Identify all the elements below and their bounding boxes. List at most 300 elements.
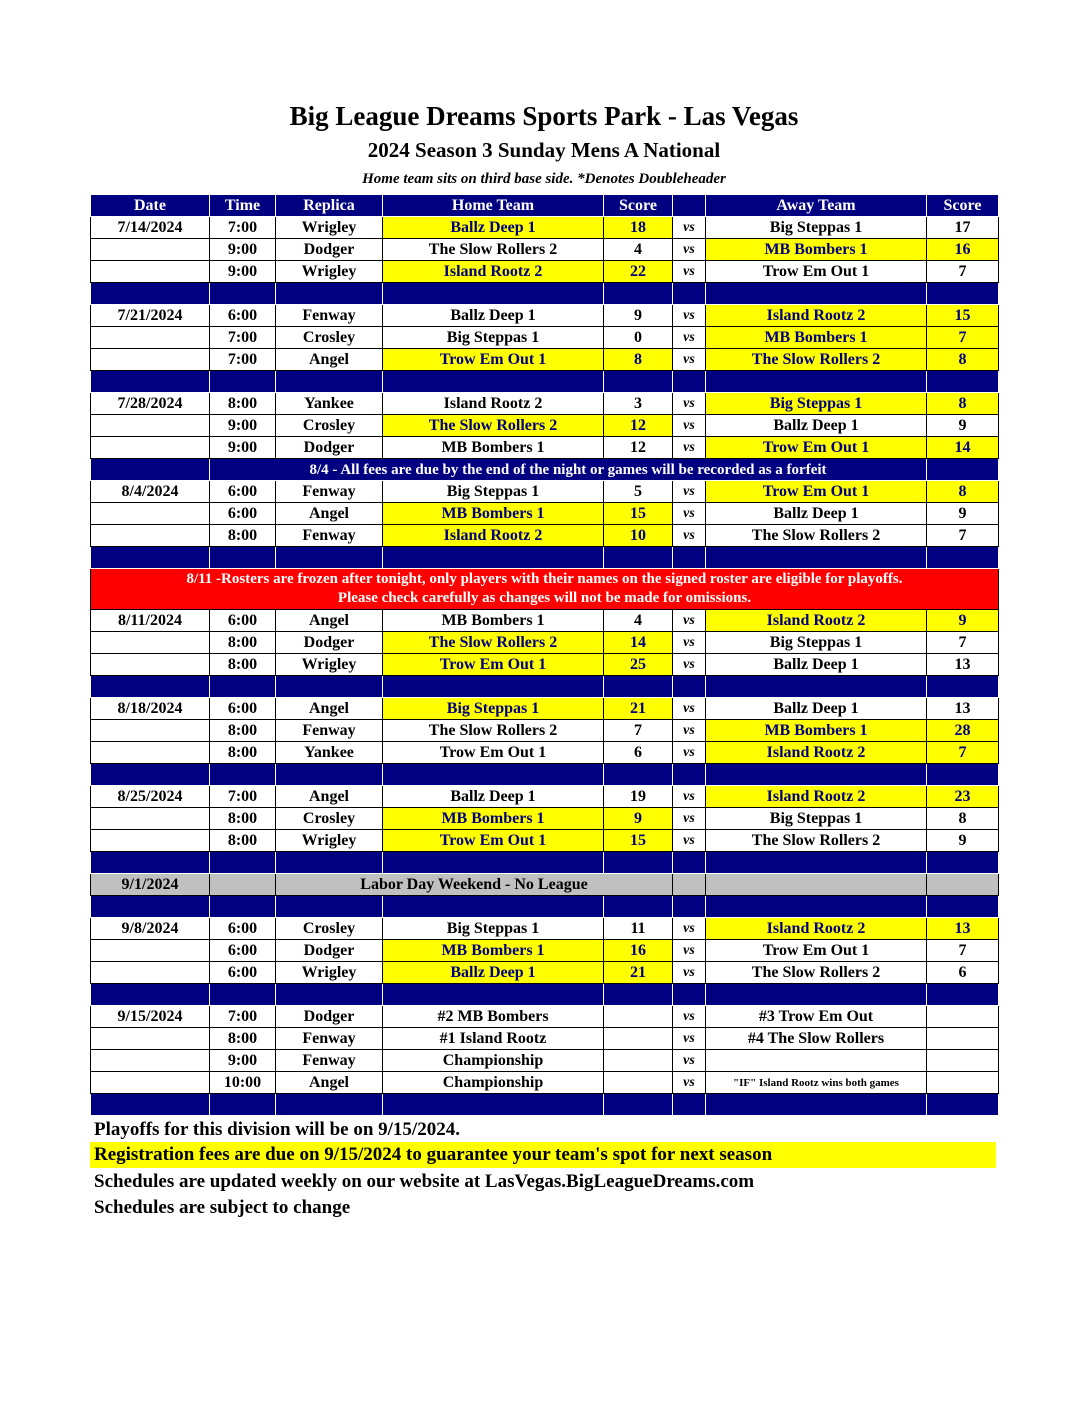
game-date: 8/4/2024 bbox=[91, 481, 210, 503]
spacer-cell bbox=[604, 896, 673, 918]
spacer-cell bbox=[673, 764, 706, 786]
spacer-row bbox=[91, 283, 999, 305]
home-team: Ballz Deep 1 bbox=[383, 962, 604, 984]
game-row bbox=[91, 632, 999, 654]
game-field: Angel bbox=[276, 786, 383, 808]
away-team: Trow Em Out 1 bbox=[706, 940, 927, 962]
game-row bbox=[91, 349, 999, 371]
game-time: 8:00 bbox=[210, 654, 276, 676]
spacer-cell bbox=[383, 764, 604, 786]
game-time: 6:00 bbox=[210, 940, 276, 962]
game-date bbox=[91, 1072, 210, 1094]
spacer-cell bbox=[210, 547, 276, 569]
spacer-cell bbox=[276, 547, 383, 569]
vs-label: vs bbox=[673, 654, 706, 676]
spacer-row bbox=[91, 984, 999, 1006]
game-date bbox=[91, 437, 210, 459]
spacer-cell bbox=[927, 764, 999, 786]
away-team: Island Rootz 2 bbox=[706, 742, 927, 764]
game-row bbox=[91, 1050, 999, 1072]
game-field: Angel bbox=[276, 1072, 383, 1094]
game-time: 6:00 bbox=[210, 962, 276, 984]
home-team: MB Bombers 1 bbox=[383, 610, 604, 632]
game-time: 8:00 bbox=[210, 830, 276, 852]
header-away-score: Score bbox=[927, 195, 999, 217]
spacer-cell bbox=[383, 852, 604, 874]
vs-label: vs bbox=[673, 1006, 706, 1028]
away-team: Island Rootz 2 bbox=[706, 610, 927, 632]
spacer-cell bbox=[210, 896, 276, 918]
game-field: Yankee bbox=[276, 393, 383, 415]
spacer-cell bbox=[276, 283, 383, 305]
game-row bbox=[91, 786, 999, 808]
game-row bbox=[91, 940, 999, 962]
home-score bbox=[604, 1028, 673, 1050]
home-team: Big Steppas 1 bbox=[383, 327, 604, 349]
spacer-cell bbox=[210, 984, 276, 1006]
game-date bbox=[91, 1028, 210, 1050]
home-score: 7 bbox=[604, 720, 673, 742]
game-field: Wrigley bbox=[276, 962, 383, 984]
spacer-cell bbox=[927, 676, 999, 698]
game-time: 9:00 bbox=[210, 1050, 276, 1072]
spacer-cell bbox=[383, 896, 604, 918]
game-field: Wrigley bbox=[276, 217, 383, 239]
vs-label: vs bbox=[673, 239, 706, 261]
home-score bbox=[604, 1006, 673, 1028]
spacer-cell bbox=[91, 371, 210, 393]
home-score: 6 bbox=[604, 742, 673, 764]
home-score: 9 bbox=[604, 808, 673, 830]
spacer-cell bbox=[91, 676, 210, 698]
game-field: Angel bbox=[276, 503, 383, 525]
home-team: MB Bombers 1 bbox=[383, 808, 604, 830]
vs-label: vs bbox=[673, 830, 706, 852]
away-team: The Slow Rollers 2 bbox=[706, 962, 927, 984]
game-date bbox=[91, 261, 210, 283]
away-team bbox=[706, 1050, 927, 1072]
spacer-cell bbox=[673, 371, 706, 393]
game-date bbox=[91, 239, 210, 261]
away-team: The Slow Rollers 2 bbox=[706, 525, 927, 547]
game-field: Dodger bbox=[276, 1006, 383, 1028]
away-score: 9 bbox=[927, 830, 999, 852]
spacer-row bbox=[91, 764, 999, 786]
home-score: 11 bbox=[604, 918, 673, 940]
game-date bbox=[91, 742, 210, 764]
home-score: 21 bbox=[604, 962, 673, 984]
game-field: Dodger bbox=[276, 632, 383, 654]
spacer-cell bbox=[673, 283, 706, 305]
notice-row bbox=[91, 459, 999, 481]
home-team: Trow Em Out 1 bbox=[383, 830, 604, 852]
away-score: 6 bbox=[927, 962, 999, 984]
away-score: 7 bbox=[927, 632, 999, 654]
spacer-cell bbox=[604, 371, 673, 393]
game-time: 6:00 bbox=[210, 918, 276, 940]
away-score: 9 bbox=[927, 610, 999, 632]
spacer-cell bbox=[706, 283, 927, 305]
away-score: 17 bbox=[927, 217, 999, 239]
game-field: Dodger bbox=[276, 940, 383, 962]
vs-label: vs bbox=[673, 393, 706, 415]
game-date: 8/25/2024 bbox=[91, 786, 210, 808]
home-team: Island Rootz 2 bbox=[383, 525, 604, 547]
spacer-cell bbox=[210, 1094, 276, 1116]
game-date bbox=[91, 632, 210, 654]
footer-website: Schedules are updated weekly on our website at LasVegas.BigLeagueDreams.com bbox=[94, 1171, 755, 1192]
spacer-cell bbox=[91, 764, 210, 786]
game-row bbox=[91, 654, 999, 676]
game-time: 6:00 bbox=[210, 503, 276, 525]
home-team: Ballz Deep 1 bbox=[383, 786, 604, 808]
game-field: Angel bbox=[276, 349, 383, 371]
game-field: Crosley bbox=[276, 327, 383, 349]
header-row bbox=[91, 195, 999, 217]
home-score: 5 bbox=[604, 481, 673, 503]
fees-notice: 8/4 - All fees are due by the end of the night or games will be recorded as a forfeit bbox=[210, 459, 927, 481]
game-time: 6:00 bbox=[210, 698, 276, 720]
away-team: Trow Em Out 1 bbox=[706, 261, 927, 283]
spacer-row bbox=[91, 896, 999, 918]
spacer-cell bbox=[276, 371, 383, 393]
away-score: 13 bbox=[927, 918, 999, 940]
game-row bbox=[91, 720, 999, 742]
game-field: Fenway bbox=[276, 525, 383, 547]
home-score: 21 bbox=[604, 698, 673, 720]
away-score: 9 bbox=[927, 415, 999, 437]
home-score: 0 bbox=[604, 327, 673, 349]
home-team: Ballz Deep 1 bbox=[383, 217, 604, 239]
vs-label: vs bbox=[673, 698, 706, 720]
page-title: Big League Dreams Sports Park - Las Vegas bbox=[289, 101, 799, 131]
game-date bbox=[91, 349, 210, 371]
away-team: Island Rootz 2 bbox=[706, 918, 927, 940]
game-field: Fenway bbox=[276, 1050, 383, 1072]
spacer-row bbox=[91, 1094, 999, 1116]
game-date bbox=[91, 1050, 210, 1072]
home-score: 15 bbox=[604, 830, 673, 852]
home-team: #1 Island Rootz bbox=[383, 1028, 604, 1050]
vs-label: vs bbox=[673, 481, 706, 503]
game-time: 6:00 bbox=[210, 305, 276, 327]
away-score: 7 bbox=[927, 525, 999, 547]
vs-label: vs bbox=[673, 940, 706, 962]
away-team: Ballz Deep 1 bbox=[706, 503, 927, 525]
holiday-date: 9/1/2024 bbox=[91, 874, 210, 896]
vs-label: vs bbox=[673, 503, 706, 525]
game-time: 8:00 bbox=[210, 720, 276, 742]
game-row bbox=[91, 393, 999, 415]
game-row bbox=[91, 239, 999, 261]
vs-label: vs bbox=[673, 261, 706, 283]
game-date bbox=[91, 962, 210, 984]
home-team: Big Steppas 1 bbox=[383, 481, 604, 503]
roster-alert-line1: 8/11 -Rosters are frozen after tonight, only players with their names on the signed roster are eligible for playoffs. bbox=[186, 571, 903, 587]
away-team: Island Rootz 2 bbox=[706, 305, 927, 327]
spacer-cell bbox=[927, 283, 999, 305]
game-field: Fenway bbox=[276, 1028, 383, 1050]
spacer-cell bbox=[604, 764, 673, 786]
vs-label: vs bbox=[673, 305, 706, 327]
home-score bbox=[604, 1072, 673, 1094]
spacer-cell bbox=[927, 984, 999, 1006]
home-team: Trow Em Out 1 bbox=[383, 654, 604, 676]
home-score: 25 bbox=[604, 654, 673, 676]
game-time: 9:00 bbox=[210, 261, 276, 283]
vs-label: vs bbox=[673, 217, 706, 239]
game-time: 9:00 bbox=[210, 415, 276, 437]
game-row bbox=[91, 327, 999, 349]
game-row bbox=[91, 525, 999, 547]
vs-label: vs bbox=[673, 1072, 706, 1094]
game-time: 6:00 bbox=[210, 610, 276, 632]
game-field: Dodger bbox=[276, 239, 383, 261]
spacer-cell bbox=[383, 676, 604, 698]
spacer-cell bbox=[673, 896, 706, 918]
header-replica: Replica bbox=[276, 195, 383, 217]
home-score bbox=[604, 1050, 673, 1072]
vs-label: vs bbox=[673, 632, 706, 654]
spacer-cell bbox=[91, 459, 210, 481]
game-row bbox=[91, 1028, 999, 1050]
home-team: Championship bbox=[383, 1050, 604, 1072]
away-score: 14 bbox=[927, 437, 999, 459]
spacer-cell bbox=[673, 676, 706, 698]
schedule-table bbox=[90, 194, 999, 1116]
game-time: 7:00 bbox=[210, 349, 276, 371]
game-field: Wrigley bbox=[276, 261, 383, 283]
spacer-cell bbox=[210, 371, 276, 393]
roster-alert-line2: Please check carefully as changes will not be made for omissions. bbox=[337, 590, 752, 606]
home-score: 4 bbox=[604, 239, 673, 261]
game-field: Crosley bbox=[276, 918, 383, 940]
home-team: The Slow Rollers 2 bbox=[383, 632, 604, 654]
game-field: Crosley bbox=[276, 808, 383, 830]
spacer-cell bbox=[383, 283, 604, 305]
game-time: 10:00 bbox=[210, 1072, 276, 1094]
game-time: 8:00 bbox=[210, 808, 276, 830]
game-date bbox=[91, 415, 210, 437]
away-team: MB Bombers 1 bbox=[706, 327, 927, 349]
home-team: Ballz Deep 1 bbox=[383, 305, 604, 327]
spacer-cell bbox=[383, 1094, 604, 1116]
game-time: 8:00 bbox=[210, 742, 276, 764]
game-row bbox=[91, 1072, 999, 1094]
game-row bbox=[91, 962, 999, 984]
vs-label: vs bbox=[673, 349, 706, 371]
home-team: Island Rootz 2 bbox=[383, 261, 604, 283]
away-team: #4 The Slow Rollers bbox=[706, 1028, 927, 1050]
spacer-cell bbox=[927, 547, 999, 569]
spacer-cell bbox=[706, 371, 927, 393]
spacer-cell bbox=[927, 371, 999, 393]
away-score bbox=[927, 1072, 999, 1094]
game-field: Dodger bbox=[276, 437, 383, 459]
spacer-cell bbox=[91, 283, 210, 305]
spacer-cell bbox=[706, 676, 927, 698]
game-field: Crosley bbox=[276, 415, 383, 437]
home-team: #2 MB Bombers bbox=[383, 1006, 604, 1028]
spacer-row bbox=[91, 371, 999, 393]
game-date: 9/8/2024 bbox=[91, 918, 210, 940]
spacer-cell bbox=[91, 1094, 210, 1116]
home-team: Championship bbox=[383, 1072, 604, 1094]
game-time: 7:00 bbox=[210, 786, 276, 808]
home-team: The Slow Rollers 2 bbox=[383, 720, 604, 742]
game-time: 8:00 bbox=[210, 1028, 276, 1050]
home-score: 12 bbox=[604, 415, 673, 437]
away-team: MB Bombers 1 bbox=[706, 720, 927, 742]
spacer-cell bbox=[91, 547, 210, 569]
spacer-row bbox=[91, 676, 999, 698]
game-field: Angel bbox=[276, 698, 383, 720]
away-team: Big Steppas 1 bbox=[706, 808, 927, 830]
game-row bbox=[91, 698, 999, 720]
alert-row bbox=[91, 569, 999, 610]
spacer-cell bbox=[673, 547, 706, 569]
game-row bbox=[91, 918, 999, 940]
home-team: The Slow Rollers 2 bbox=[383, 415, 604, 437]
away-team: The Slow Rollers 2 bbox=[706, 349, 927, 371]
away-score bbox=[927, 1006, 999, 1028]
game-date: 9/15/2024 bbox=[91, 1006, 210, 1028]
vs-label: vs bbox=[673, 1028, 706, 1050]
game-time: 7:00 bbox=[210, 217, 276, 239]
game-date: 8/11/2024 bbox=[91, 610, 210, 632]
game-date bbox=[91, 327, 210, 349]
game-time: 9:00 bbox=[210, 437, 276, 459]
game-row bbox=[91, 808, 999, 830]
vs-label: vs bbox=[673, 437, 706, 459]
game-field: Fenway bbox=[276, 305, 383, 327]
spacer-cell bbox=[210, 283, 276, 305]
game-date bbox=[91, 808, 210, 830]
game-row bbox=[91, 261, 999, 283]
away-team: Ballz Deep 1 bbox=[706, 698, 927, 720]
footer-registration: Registration fees are due on 9/15/2024 to guarantee your team's spot for next season bbox=[90, 1142, 996, 1168]
away-score: 8 bbox=[927, 393, 999, 415]
spacer-cell bbox=[673, 1094, 706, 1116]
away-score: 8 bbox=[927, 481, 999, 503]
vs-label: vs bbox=[673, 525, 706, 547]
game-time: 8:00 bbox=[210, 393, 276, 415]
spacer-cell bbox=[927, 459, 999, 481]
spacer-cell bbox=[383, 547, 604, 569]
home-score: 14 bbox=[604, 632, 673, 654]
away-team: Trow Em Out 1 bbox=[706, 481, 927, 503]
spacer-cell bbox=[91, 852, 210, 874]
spacer-cell bbox=[706, 1094, 927, 1116]
away-team: Big Steppas 1 bbox=[706, 217, 927, 239]
away-team: Ballz Deep 1 bbox=[706, 415, 927, 437]
vs-label: vs bbox=[673, 1050, 706, 1072]
spacer-cell bbox=[604, 676, 673, 698]
header-home-score: Score bbox=[604, 195, 673, 217]
spacer-cell bbox=[706, 547, 927, 569]
game-row bbox=[91, 742, 999, 764]
home-score: 9 bbox=[604, 305, 673, 327]
vs-label: vs bbox=[673, 962, 706, 984]
header-date: Date bbox=[91, 195, 210, 217]
spacer-row bbox=[91, 852, 999, 874]
spacer-cell bbox=[276, 852, 383, 874]
home-team: The Slow Rollers 2 bbox=[383, 239, 604, 261]
home-score: 22 bbox=[604, 261, 673, 283]
away-score: 16 bbox=[927, 239, 999, 261]
away-score: 13 bbox=[927, 654, 999, 676]
game-row bbox=[91, 305, 999, 327]
vs-label: vs bbox=[673, 327, 706, 349]
game-row bbox=[91, 217, 999, 239]
home-team: MB Bombers 1 bbox=[383, 503, 604, 525]
vs-label: vs bbox=[673, 720, 706, 742]
away-score: 8 bbox=[927, 808, 999, 830]
game-time: 9:00 bbox=[210, 239, 276, 261]
game-date bbox=[91, 503, 210, 525]
holiday-text: Labor Day Weekend - No League bbox=[276, 874, 673, 896]
away-score: 8 bbox=[927, 349, 999, 371]
holiday-row bbox=[91, 874, 999, 896]
spacer-cell bbox=[927, 874, 999, 896]
spacer-cell bbox=[383, 984, 604, 1006]
game-date bbox=[91, 720, 210, 742]
spacer-cell bbox=[673, 874, 706, 896]
header-time: Time bbox=[210, 195, 276, 217]
game-time: 8:00 bbox=[210, 525, 276, 547]
spacer-cell bbox=[276, 1094, 383, 1116]
page-subtitle: 2024 Season 3 Sunday Mens A National bbox=[367, 138, 721, 162]
spacer-cell bbox=[706, 874, 927, 896]
game-field: Wrigley bbox=[276, 654, 383, 676]
game-time: 7:00 bbox=[210, 1006, 276, 1028]
vs-label: vs bbox=[673, 610, 706, 632]
spacer-cell bbox=[706, 896, 927, 918]
spacer-cell bbox=[210, 764, 276, 786]
away-team: Ballz Deep 1 bbox=[706, 654, 927, 676]
home-team: Big Steppas 1 bbox=[383, 918, 604, 940]
spacer-cell bbox=[706, 764, 927, 786]
home-score: 16 bbox=[604, 940, 673, 962]
home-score: 10 bbox=[604, 525, 673, 547]
away-team: Big Steppas 1 bbox=[706, 393, 927, 415]
vs-label: vs bbox=[673, 808, 706, 830]
home-team: Trow Em Out 1 bbox=[383, 742, 604, 764]
game-row bbox=[91, 481, 999, 503]
away-score bbox=[927, 1050, 999, 1072]
game-row bbox=[91, 610, 999, 632]
away-score: 7 bbox=[927, 261, 999, 283]
footer-disclaimer: Schedules are subject to change bbox=[94, 1197, 351, 1218]
header-away-team: Away Team bbox=[706, 195, 927, 217]
spacer-cell bbox=[927, 852, 999, 874]
game-time: 7:00 bbox=[210, 327, 276, 349]
away-team: The Slow Rollers 2 bbox=[706, 830, 927, 852]
game-row bbox=[91, 437, 999, 459]
home-score: 18 bbox=[604, 217, 673, 239]
game-date: 8/18/2024 bbox=[91, 698, 210, 720]
spacer-cell bbox=[927, 1094, 999, 1116]
home-score: 15 bbox=[604, 503, 673, 525]
spacer-cell bbox=[706, 984, 927, 1006]
spacer-cell bbox=[604, 547, 673, 569]
vs-label: vs bbox=[673, 742, 706, 764]
home-team: MB Bombers 1 bbox=[383, 940, 604, 962]
header-home-team: Home Team bbox=[383, 195, 604, 217]
away-score bbox=[927, 1028, 999, 1050]
spacer-cell bbox=[673, 852, 706, 874]
away-team: "IF" Island Rootz wins both games bbox=[706, 1072, 927, 1094]
